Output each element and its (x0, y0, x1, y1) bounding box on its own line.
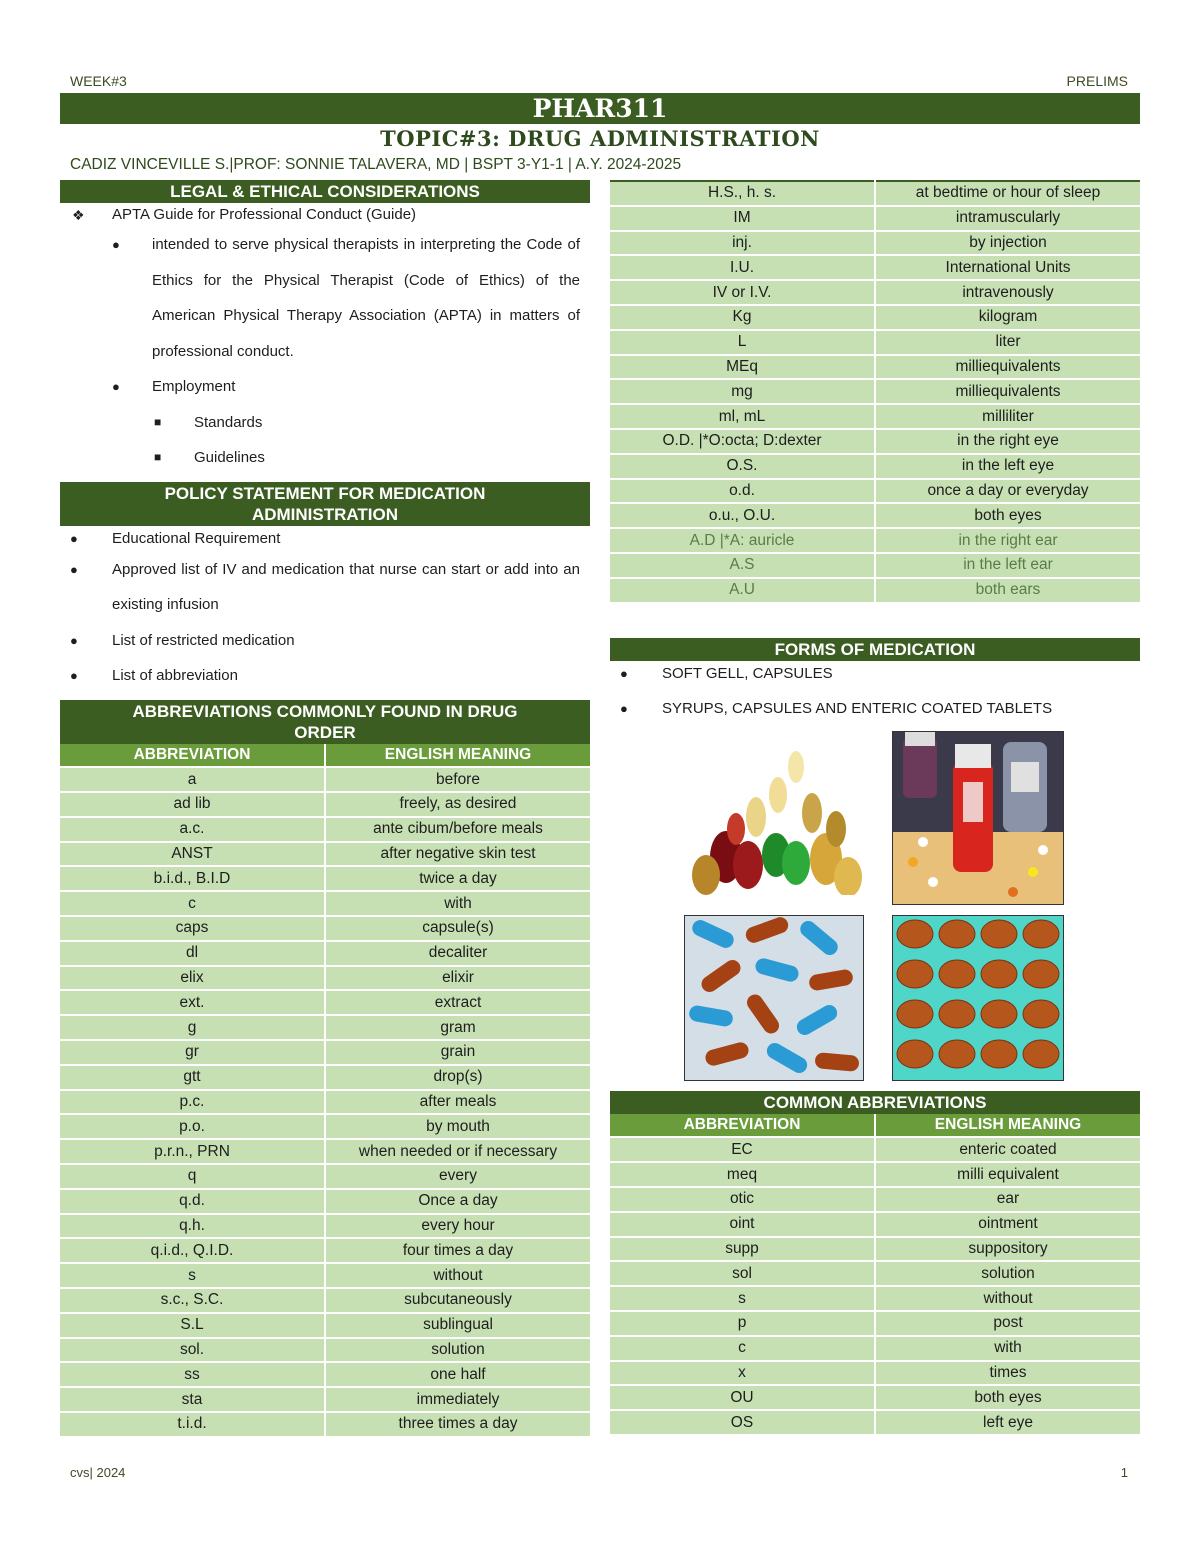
legal-item-standards (60, 405, 590, 441)
table-row (60, 1214, 590, 1239)
meaning-cell: ointment (875, 1212, 1140, 1237)
table-row (60, 1114, 590, 1139)
table-row (60, 1164, 590, 1189)
abbreviation-cell: q.h. (60, 1214, 325, 1239)
table-row (60, 1362, 590, 1387)
column-header-abbreviation: ABBREVIATION (60, 744, 325, 768)
column-header-meaning: ENGLISH MEANING (875, 1114, 1140, 1138)
table-row (60, 891, 590, 916)
meaning-cell: drop(s) (325, 1065, 590, 1090)
meaning-cell: by injection (875, 231, 1140, 256)
meaning-cell: freely, as desired (325, 792, 590, 817)
forms-item (610, 661, 1140, 686)
abbreviation-cell: oint (610, 1212, 875, 1237)
abbreviation-cell: g (60, 1015, 325, 1040)
dot-bullet-icon: ● (70, 632, 78, 648)
table-row (60, 1412, 590, 1437)
legal-item-employment (60, 369, 590, 405)
table-row (610, 1385, 1140, 1410)
common-heading: COMMON ABBREVIATIONS (610, 1091, 1140, 1114)
forms-heading: FORMS OF MEDICATION (610, 638, 1140, 661)
legal-heading: LEGAL & ETHICAL CONSIDERATIONS (60, 180, 590, 203)
meaning-cell: after meals (325, 1090, 590, 1115)
meaning-cell: milliliter (875, 404, 1140, 429)
abbreviation-table-continued (610, 180, 1140, 604)
table-row (60, 1263, 590, 1288)
table-row (610, 1162, 1140, 1187)
meaning-cell: one half (325, 1362, 590, 1387)
meaning-cell: every (325, 1164, 590, 1189)
meaning-cell: both eyes (875, 503, 1140, 528)
abbreviation-cell: p.o. (60, 1114, 325, 1139)
table-row (60, 916, 590, 941)
left-column (60, 180, 590, 1438)
meaning-cell: at bedtime or hour of sleep (875, 181, 1140, 206)
abbreviation-cell: Kg (610, 305, 875, 330)
table-row (610, 429, 1140, 454)
drug-order-heading-line1: ABBREVIATIONS COMMONLY FOUND IN DRUG (132, 701, 518, 721)
meaning-cell: post (875, 1311, 1140, 1336)
abbreviation-cell: p (610, 1311, 875, 1336)
dot-bullet-icon: ● (112, 379, 120, 394)
enteric-coated-tablets-image (892, 915, 1064, 1081)
meaning-cell: Once a day (325, 1189, 590, 1214)
meaning-cell: immediately (325, 1387, 590, 1412)
abbreviation-cell: ext. (60, 990, 325, 1015)
syrups-image (892, 731, 1064, 905)
table-row (60, 866, 590, 891)
table-row (610, 231, 1140, 256)
meaning-cell: after negative skin test (325, 842, 590, 867)
abbreviation-cell: x (610, 1361, 875, 1386)
meaning-cell: subcutaneously (325, 1288, 590, 1313)
topic-title: TOPIC#3: DRUG ADMINISTRATION (380, 126, 820, 151)
abbreviation-cell: s (610, 1286, 875, 1311)
capsules-image (684, 915, 864, 1081)
legal-item-guide (60, 203, 590, 227)
table-row (60, 966, 590, 991)
table-row (610, 553, 1140, 578)
table-row (60, 990, 590, 1015)
dot-bullet-icon: ● (112, 237, 120, 252)
dot-bullet-icon: ● (620, 700, 628, 716)
legal-guide-text: APTA Guide for Professional Conduct (Guide) (112, 206, 417, 223)
abbreviation-cell: MEq (610, 355, 875, 380)
meaning-cell: both eyes (875, 1385, 1140, 1410)
table-row (60, 792, 590, 817)
page-number: 1 (1120, 1465, 1128, 1480)
meaning-cell: in the left ear (875, 553, 1140, 578)
forms-item (610, 686, 1140, 731)
abbreviation-cell: meq (610, 1162, 875, 1187)
table-row (60, 1288, 590, 1313)
table-row (60, 1313, 590, 1338)
policy-item (60, 526, 590, 552)
table-row (60, 842, 590, 867)
meaning-cell: every hour (325, 1214, 590, 1239)
square-bullet-icon: ■ (154, 414, 162, 429)
abbreviation-cell: sol (610, 1261, 875, 1286)
table-row (610, 1336, 1140, 1361)
table-row (610, 181, 1140, 206)
right-column (610, 180, 1140, 1436)
table-row (60, 1040, 590, 1065)
abbreviation-cell: EC (610, 1137, 875, 1162)
meaning-cell: before (325, 767, 590, 792)
policy-list (60, 526, 590, 694)
meaning-cell: twice a day (325, 866, 590, 891)
abbreviation-cell: o.d. (610, 479, 875, 504)
abbreviation-cell: c (610, 1336, 875, 1361)
meaning-cell: three times a day (325, 1412, 590, 1437)
table-row (610, 379, 1140, 404)
diamond-bullet-icon: ❖ (72, 207, 85, 223)
meaning-cell: in the right ear (875, 528, 1140, 553)
column-header-abbreviation: ABBREVIATION (610, 1114, 875, 1138)
meaning-cell: decaliter (325, 941, 590, 966)
abbreviation-cell: H.S., h. s. (610, 181, 875, 206)
abbreviation-cell: OU (610, 1385, 875, 1410)
table-row (610, 206, 1140, 231)
meaning-cell: both ears (875, 578, 1140, 603)
table-row (610, 255, 1140, 280)
table-row (610, 1212, 1140, 1237)
abbreviation-cell: q (60, 1164, 325, 1189)
abbreviation-cell: IM (610, 206, 875, 231)
meaning-cell: milliequivalents (875, 379, 1140, 404)
meaning-cell: when needed or if necessary (325, 1139, 590, 1164)
legal-item-intended (60, 227, 590, 369)
meaning-cell: ante cibum/before meals (325, 817, 590, 842)
table-row (610, 1137, 1140, 1162)
table-row (60, 1238, 590, 1263)
table-row (610, 330, 1140, 355)
meaning-cell: with (875, 1336, 1140, 1361)
abbreviation-cell: p.r.n., PRN (60, 1139, 325, 1164)
column-header-meaning: ENGLISH MEANING (325, 744, 590, 768)
abbreviation-cell: supp (610, 1237, 875, 1262)
table-row (60, 767, 590, 792)
table-row (60, 817, 590, 842)
softgel-capsules-image (686, 737, 862, 895)
abbreviation-cell: sol. (60, 1338, 325, 1363)
policy-item (60, 552, 590, 623)
meaning-cell: enteric coated (875, 1137, 1140, 1162)
abbreviation-cell: OS (610, 1410, 875, 1435)
dot-bullet-icon: ● (70, 561, 78, 577)
meaning-cell: suppository (875, 1237, 1140, 1262)
table-header-row (610, 1114, 1140, 1138)
abbreviation-cell: O.D. |*O:octa; D:dexter (610, 429, 875, 454)
table-row (610, 479, 1140, 504)
abbreviation-cell: S.L (60, 1313, 325, 1338)
table-row (610, 1187, 1140, 1212)
policy-item-text: Approved list of IV and medication that nurse can start or add into an existing infusion (112, 560, 580, 613)
meaning-cell: extract (325, 990, 590, 1015)
footer-author: cvs| 2024 (70, 1465, 126, 1480)
abbreviation-cell: dl (60, 941, 325, 966)
legal-standards-text: Standards (194, 413, 263, 431)
abbreviation-cell: gtt (60, 1065, 325, 1090)
table-row (610, 503, 1140, 528)
legal-intended-text: intended to serve physical therapists in interpreting the Code of Ethics for the Physical Therapist (Code of Ethics) of the American Physical Therapy Association (APTA) in matters of professional conduct. (152, 236, 580, 360)
course-title: PHAR311 (60, 93, 1140, 124)
drug-order-heading (60, 700, 590, 744)
table-row (610, 454, 1140, 479)
abbreviation-cell: mg (610, 379, 875, 404)
dot-bullet-icon: ● (70, 668, 78, 683)
table-row (60, 1387, 590, 1412)
policy-heading-line1: POLICY STATEMENT FOR MEDICATION (164, 483, 486, 503)
abbreviation-cell: O.S. (610, 454, 875, 479)
abbreviation-cell: otic (610, 1187, 875, 1212)
meaning-cell: liter (875, 330, 1140, 355)
meaning-cell: kilogram (875, 305, 1140, 330)
abbreviation-cell: o.u., O.U. (610, 503, 875, 528)
table-row (610, 1237, 1140, 1262)
abbreviation-cell: a (60, 767, 325, 792)
legal-list (60, 203, 590, 476)
abbreviation-cell: c (60, 891, 325, 916)
abbreviation-cell: gr (60, 1040, 325, 1065)
meaning-cell: elixir (325, 966, 590, 991)
abbreviation-cell: ANST (60, 842, 325, 867)
abbreviation-cell: ss (60, 1362, 325, 1387)
policy-item-text: Educational Requirement (112, 529, 281, 547)
abbreviation-cell: A.S (610, 553, 875, 578)
meaning-cell: International Units (875, 255, 1140, 280)
table-header-row (60, 744, 590, 768)
meaning-cell: left eye (875, 1410, 1140, 1435)
table-row (610, 305, 1140, 330)
meaning-cell: in the left eye (875, 454, 1140, 479)
meaning-cell: in the right eye (875, 429, 1140, 454)
table-row (60, 1090, 590, 1115)
table-row (610, 280, 1140, 305)
week-label: WEEK#3 (70, 73, 127, 89)
dot-bullet-icon: ● (70, 530, 78, 546)
dot-bullet-icon: ● (620, 665, 628, 681)
meaning-cell: gram (325, 1015, 590, 1040)
abbreviation-cell: a.c. (60, 817, 325, 842)
abbreviation-cell: A.U (610, 578, 875, 603)
abbreviation-cell: s (60, 1263, 325, 1288)
term-label: PRELIMS (1066, 73, 1128, 89)
table-row (610, 1261, 1140, 1286)
meaning-cell: solution (325, 1338, 590, 1363)
meaning-cell: solution (875, 1261, 1140, 1286)
abbreviation-cell: caps (60, 916, 325, 941)
meaning-cell: by mouth (325, 1114, 590, 1139)
abbreviation-cell: sta (60, 1387, 325, 1412)
forms-item-text: SOFT GELL, CAPSULES (662, 664, 833, 682)
policy-heading (60, 482, 590, 526)
meaning-cell: intravenously (875, 280, 1140, 305)
policy-item (60, 623, 590, 659)
square-bullet-icon: ■ (154, 450, 162, 464)
meaning-cell: without (325, 1263, 590, 1288)
table-row (610, 404, 1140, 429)
meaning-cell: once a day or everyday (875, 479, 1140, 504)
policy-heading-line2: ADMINISTRATION (251, 504, 399, 524)
meaning-cell: capsule(s) (325, 916, 590, 941)
meaning-cell: ear (875, 1187, 1140, 1212)
medication-images (610, 731, 1140, 1091)
table-row (610, 1286, 1140, 1311)
table-row (60, 1338, 590, 1363)
abbreviation-cell: inj. (610, 231, 875, 256)
meaning-cell: with (325, 891, 590, 916)
policy-item-text: List of abbreviation (112, 667, 238, 684)
table-row (60, 1015, 590, 1040)
table-row (610, 1410, 1140, 1435)
policy-item (60, 658, 590, 694)
abbreviation-cell: q.i.d., Q.I.D. (60, 1238, 325, 1263)
drug-order-heading-line2: ORDER (294, 722, 356, 742)
table-row (60, 1065, 590, 1090)
table-row (60, 1139, 590, 1164)
meaning-cell: intramuscularly (875, 206, 1140, 231)
legal-employment-text: Employment (152, 378, 236, 395)
meaning-cell: without (875, 1286, 1140, 1311)
common-abbreviations-table (610, 1114, 1140, 1436)
abbreviation-cell: L (610, 330, 875, 355)
author-line: CADIZ VINCEVILLE S.|PROF: SONNIE TALAVERA, MD | BSPT 3-Y1-1 | A.Y. 2024-2025 (70, 156, 682, 173)
abbreviation-cell: p.c. (60, 1090, 325, 1115)
meaning-cell: grain (325, 1040, 590, 1065)
abbreviation-cell: t.i.d. (60, 1412, 325, 1437)
abbreviation-cell: ml, mL (610, 404, 875, 429)
table-row (610, 355, 1140, 380)
abbreviation-cell: q.d. (60, 1189, 325, 1214)
legal-guidelines-text: Guidelines (194, 449, 265, 466)
forms-list (610, 661, 1140, 731)
meaning-cell: sublingual (325, 1313, 590, 1338)
abbreviation-cell: ad lib (60, 792, 325, 817)
table-row (60, 1189, 590, 1214)
forms-item-text: SYRUPS, CAPSULES AND ENTERIC COATED TABLETS (662, 699, 1053, 717)
meaning-cell: milliequivalents (875, 355, 1140, 380)
abbreviation-cell: elix (60, 966, 325, 991)
table-row (610, 1361, 1140, 1386)
meaning-cell: times (875, 1361, 1140, 1386)
table-row (610, 528, 1140, 553)
abbreviation-cell: A.D |*A: auricle (610, 528, 875, 553)
abbreviation-cell: b.i.d., B.I.D (60, 866, 325, 891)
drug-order-table (60, 744, 590, 1438)
table-row (610, 1311, 1140, 1336)
table-row (60, 941, 590, 966)
legal-item-guidelines (60, 440, 590, 476)
meaning-cell: four times a day (325, 1238, 590, 1263)
abbreviation-cell: IV or I.V. (610, 280, 875, 305)
abbreviation-cell: I.U. (610, 255, 875, 280)
abbreviation-cell: s.c., S.C. (60, 1288, 325, 1313)
table-row (610, 578, 1140, 603)
policy-item-text: List of restricted medication (112, 631, 295, 649)
meaning-cell: milli equivalent (875, 1162, 1140, 1187)
